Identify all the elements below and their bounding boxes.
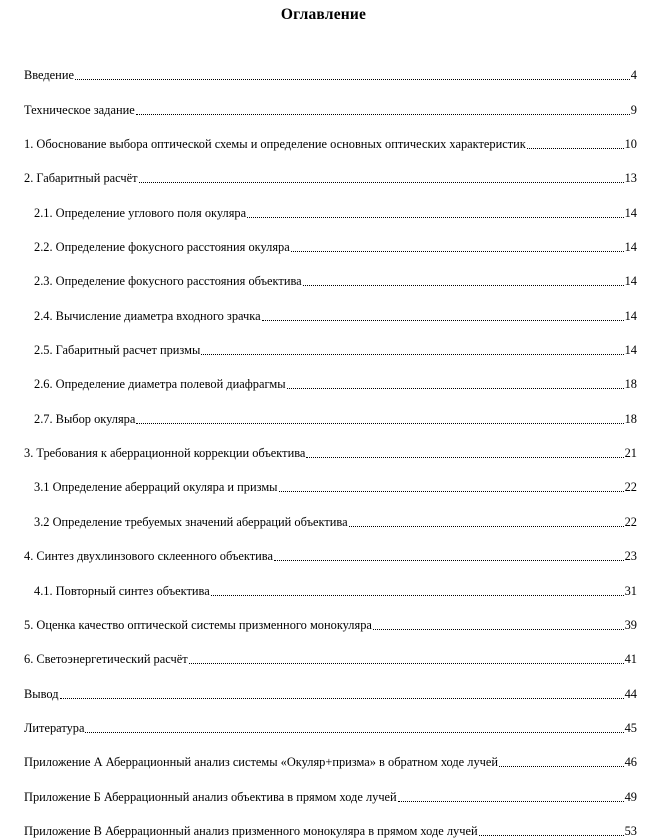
toc-dot-leader (274, 560, 624, 561)
toc-entry-introduction (24, 50, 637, 84)
toc-entry-section-2-5 (24, 325, 637, 359)
toc-entry-label: Приложение А Аберрационный анализ системы «Окуляр+призма» в обратном ходе лучей (24, 755, 499, 770)
toc-entry-page: 14 (624, 343, 637, 358)
toc-dot-leader (306, 457, 623, 458)
page-title: Оглавление (280, 6, 367, 23)
toc-entry-label: Вывод (24, 686, 59, 701)
toc-entry-label: Приложение В Аберрационный анализ призменного монокуляра в прямом ходе лучей (24, 823, 478, 838)
toc-dot-leader (291, 251, 624, 252)
toc-entry-conclusion (24, 668, 637, 702)
toc-entry-label: 2.7. Выбор окуляра (34, 411, 136, 426)
toc-entry-section-2-3 (24, 256, 637, 290)
toc-dot-leader (136, 114, 630, 115)
toc-entry-label: 2. Габаритный расчёт (24, 171, 138, 186)
toc-dot-leader (60, 698, 624, 699)
toc-entry-label: Литература (24, 720, 85, 735)
toc-entry-page: 14 (624, 240, 637, 255)
toc-entry-section-4 (24, 531, 637, 565)
toc-entry-label: Введение (24, 68, 74, 83)
toc-entry-section-1 (24, 119, 637, 153)
toc-dot-leader (201, 354, 623, 355)
toc-entry-label: 3.2 Определение требуемых значений аберраций объектива (34, 514, 348, 529)
toc-dot-leader (85, 732, 623, 733)
toc-entry-page: 21 (624, 446, 637, 461)
toc-entry-section-3 (24, 428, 637, 462)
toc-dot-leader (303, 285, 624, 286)
toc-entry-page: 31 (624, 583, 637, 598)
toc-entry-page: 45 (624, 720, 637, 735)
toc-entry-label: 3.1 Определение аберраций окуляра и призмы (34, 480, 278, 495)
toc-dot-leader (279, 491, 624, 492)
toc-entry-section-2-1 (24, 187, 637, 221)
toc-entry-label: 2.2. Определение фокусного расстояния окуляра (34, 240, 290, 255)
toc-dot-leader (527, 148, 624, 149)
toc-entry-appendix-a (24, 737, 637, 771)
toc-entry-page: 4 (630, 68, 637, 83)
toc-entry-page: 23 (624, 549, 637, 564)
toc-entry-label: 4. Синтез двухлинзового склеенного объектива (24, 549, 273, 564)
toc-entry-label: 3. Требования к аберрационной коррекции объектива (24, 446, 306, 461)
toc-entry-section-2-6 (24, 359, 637, 393)
toc-dot-leader (262, 320, 624, 321)
toc-dot-leader (139, 182, 624, 183)
toc-dot-leader (287, 388, 624, 389)
toc-dot-leader (349, 526, 624, 527)
toc-entry-technical-task (24, 84, 637, 118)
toc-entry-page: 46 (624, 755, 637, 770)
toc-entry-page: 44 (624, 686, 637, 701)
toc-entry-label: 6. Светоэнергетический расчёт (24, 652, 188, 667)
toc-entry-page: 41 (624, 652, 637, 667)
toc-entry-page: 53 (624, 823, 637, 838)
toc-entry-page: 14 (624, 205, 637, 220)
toc-entry-label: 5. Оценка качество оптической системы призменного монокуляра (24, 617, 372, 632)
toc-entry-label: 2.6. Определение диаметра полевой диафрагмы (34, 377, 286, 392)
toc-entry-page: 9 (630, 102, 637, 117)
toc-entry-page: 22 (624, 514, 637, 529)
toc-entry-label: 2.4. Вычисление диаметра входного зрачка (34, 308, 261, 323)
toc-entry-label: 2.1. Определение углового поля окуляра (34, 205, 247, 220)
toc-entry-section-2-4 (24, 290, 637, 324)
toc-entry-literature (24, 703, 637, 737)
toc-dot-leader (479, 835, 624, 836)
toc-entry-section-5 (24, 600, 637, 634)
toc-entry-page: 14 (624, 274, 637, 289)
toc-entry-page: 14 (624, 308, 637, 323)
toc-entry-label: Техническое задание (24, 102, 135, 117)
toc-dot-leader (398, 801, 624, 802)
toc-entry-page: 13 (624, 171, 637, 186)
table-of-contents (24, 50, 637, 840)
toc-entry-label: Приложение Б Аберрационный анализ объектива в прямом ходе лучей (24, 789, 397, 804)
toc-entry-section-3-2 (24, 496, 637, 530)
toc-entry-page: 39 (624, 617, 637, 632)
toc-entry-section-2 (24, 153, 637, 187)
toc-entry-label: 2.3. Определение фокусного расстояния объектива (34, 274, 302, 289)
toc-dot-leader (75, 79, 630, 80)
toc-dot-leader (136, 423, 623, 424)
toc-dot-leader (189, 663, 624, 664)
toc-entry-page: 10 (624, 137, 637, 152)
toc-entry-label: 4.1. Повторный синтез объектива (34, 583, 210, 598)
toc-entry-page: 18 (624, 411, 637, 426)
toc-entry-label: 1. Обоснование выбора оптической схемы и определение основных оптических характеристик (24, 137, 526, 152)
toc-entry-appendix-v (24, 806, 637, 840)
toc-dot-leader (211, 595, 624, 596)
toc-dot-leader (499, 766, 624, 767)
toc-entry-section-2-7 (24, 393, 637, 427)
toc-entry-section-2-2 (24, 222, 637, 256)
toc-dot-leader (373, 629, 624, 630)
toc-entry-page: 49 (624, 789, 637, 804)
toc-entry-section-6 (24, 634, 637, 668)
toc-entry-page: 18 (624, 377, 637, 392)
toc-entry-label: 2.5. Габаритный расчет призмы (34, 343, 201, 358)
toc-dot-leader (247, 217, 624, 218)
toc-entry-section-3-1 (24, 462, 637, 496)
toc-entry-appendix-b (24, 771, 637, 805)
toc-entry-page: 22 (624, 480, 637, 495)
toc-entry-section-4-1 (24, 565, 637, 599)
